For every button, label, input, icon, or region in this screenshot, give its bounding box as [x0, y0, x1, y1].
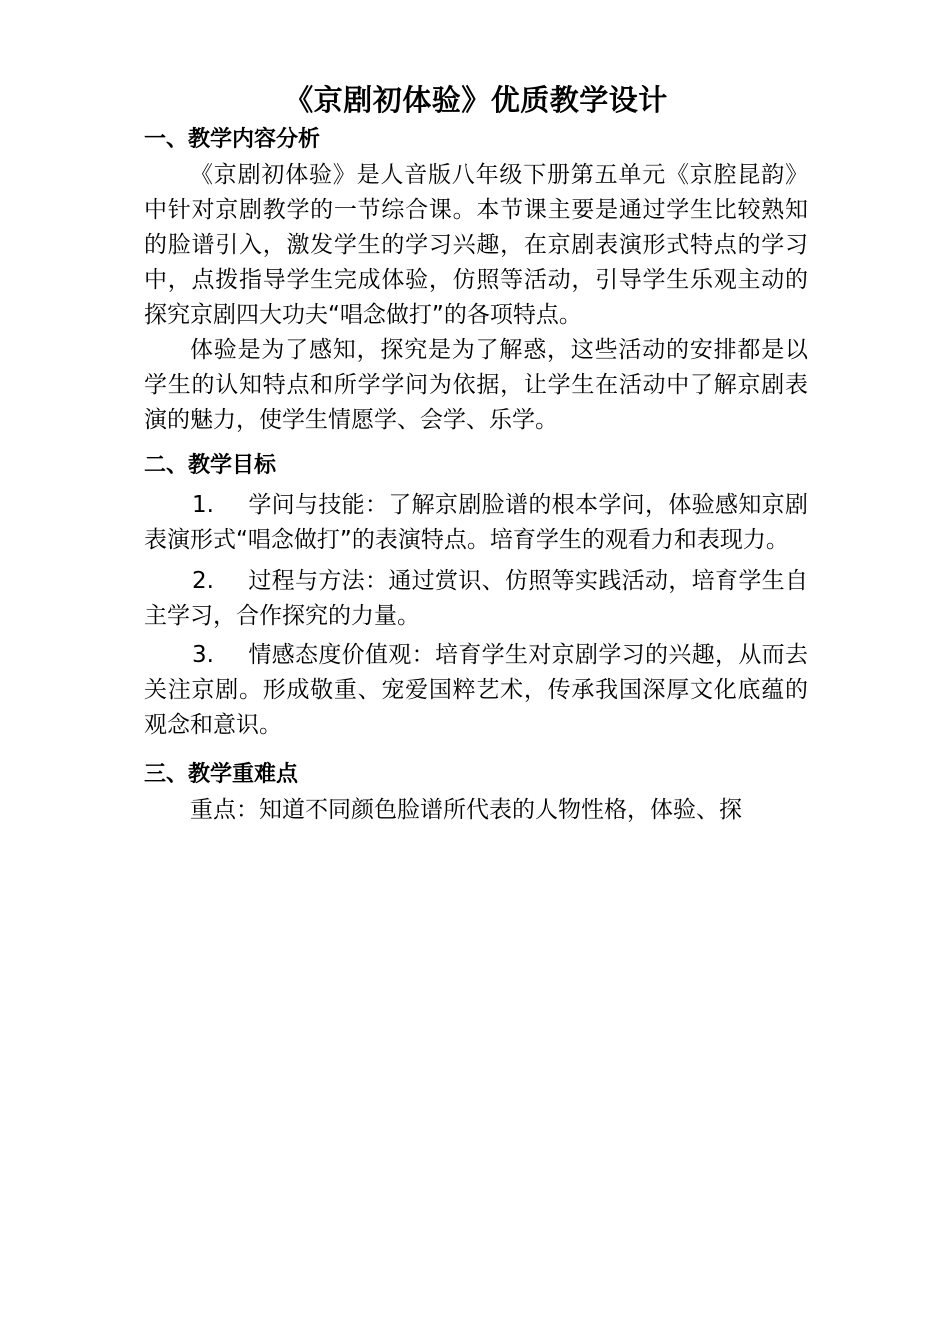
- list-item-number: 2.: [192, 568, 214, 594]
- paragraph: 重点：知道不同颜色脸谱所代表的人物性格，体验、探: [190, 797, 742, 823]
- list-item: [144, 564, 808, 634]
- list-item: [144, 638, 808, 743]
- list-item-number: 3.: [192, 642, 214, 668]
- section-heading-key-points: 三、教学重难点: [144, 762, 299, 787]
- paragraph: 体验是为了感知，探究是为了解惑，这些活动的安排都是以学生的认知特点和所学学问为依据，让学生在活动中了解京剧表演的魅力，使学生情愿学、会学、乐学。: [144, 337, 808, 433]
- document-page: [144, 78, 808, 828]
- paragraph: 《京剧初体验》是人音版八年级下册第五单元《京腔昆韵》中针对京剧教学的一节综合课。本节课主要是通过学生比较熟知的脸谱引入，激发学生的学习兴趣，在京剧表演形式特点的学习中，点拨指导学生完成体验，仿照等活动，引导学生乐观主动的探究京剧四大功夫“唱念做打”的各项特点。: [144, 162, 808, 328]
- list-item-text: 过程与方法：通过赏识、仿照等实践活动，培育学生自 主学习，合作探究的力量。: [144, 568, 808, 629]
- list-item: [144, 488, 808, 558]
- list-item-text: 学问与技能：了解京剧脸谱的根本学问，体验感知京剧 表演形式“唱念做打”的表演特点。培育学生的观看力和表现力。: [144, 492, 808, 553]
- document-title: 《京剧初体验》优质教学设计: [284, 83, 668, 117]
- section-heading-teaching-goals: 二、教学目标: [144, 453, 277, 478]
- list-item-number: 1.: [192, 492, 214, 518]
- list-item-text: 情感态度价值观：培育学生对京剧学习的兴趣，从而去 关注京剧。形成敬重、宠爱国粹艺术，传承我国深厚文化底蕴的观念和意识。: [144, 642, 808, 738]
- section-heading-content-analysis: 一、教学内容分析: [144, 127, 321, 152]
